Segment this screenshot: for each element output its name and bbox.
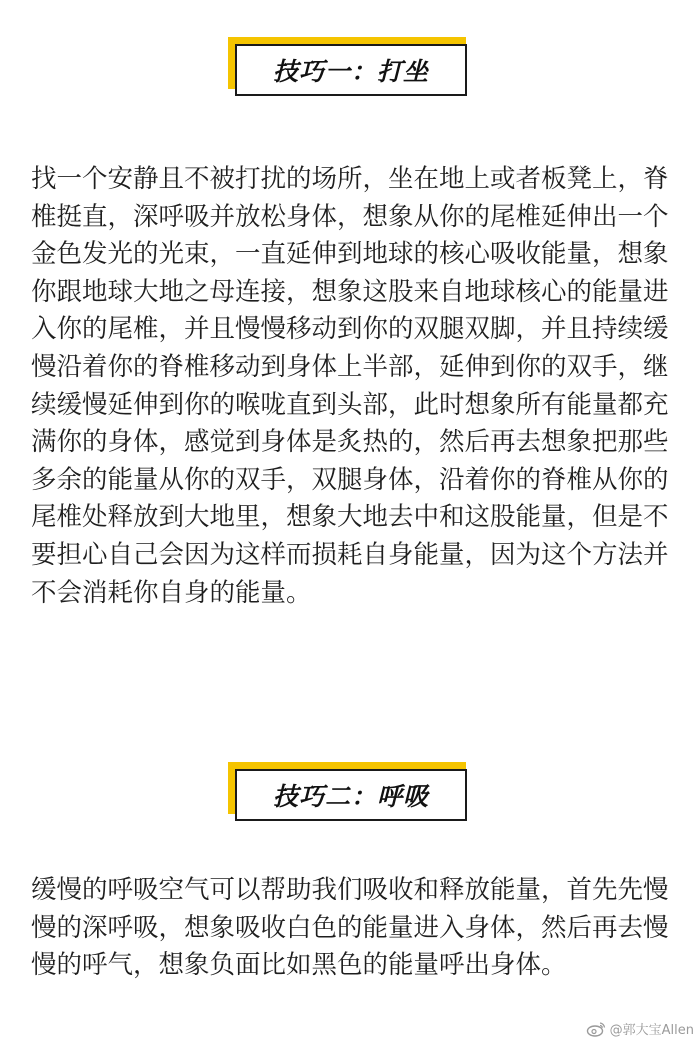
section-1-title: 技巧一：打坐 [272, 57, 429, 86]
heading-box [235, 44, 467, 96]
weibo-icon [586, 1021, 606, 1037]
watermark [586, 1019, 694, 1038]
section-2-title: 技巧二：呼吸 [272, 782, 429, 811]
heading-box [235, 769, 467, 821]
section-2-heading [228, 762, 473, 820]
watermark-text: @郭大宝Allen [609, 1023, 694, 1038]
section-1-heading [228, 37, 473, 95]
section-2-body: 缓慢的呼吸空气可以帮助我们吸收和释放能量，首先先慢慢的深呼吸，想象吸收白色的能量进入身体，然后再去慢慢的呼气，想象负面比如黑色的能量呼出身体。 [31, 875, 669, 981]
section-1-body: 找一个安静且不被打扰的场所，坐在地上或者板凳上，脊椎挺直，深呼吸并放松身体，想象从你的尾椎延伸出一个金色发光的光束，一直延伸到地球的核心吸收能量，想象你跟地球大地之母连接，想象这股来自地球核心的能量进入你的尾椎，并且慢慢移动到你的双腿双脚，并且持续缓慢沿着你的脊椎移动到身体上半部，延伸到你的双手，继续缓慢延伸到你的喉咙直到头部，此时想象所有能量都充满你的身体，感觉到身体是炙热的，然后再去想象把那些多余的能量从你的双手，双腿身体，沿着你的脊椎从你的尾椎处释放到大地里，想象大地去中和这股能量，但是不要担心自己会因为这样而损耗自身能量，因为这个方法并不会消耗你自身的能量。 [31, 164, 669, 608]
